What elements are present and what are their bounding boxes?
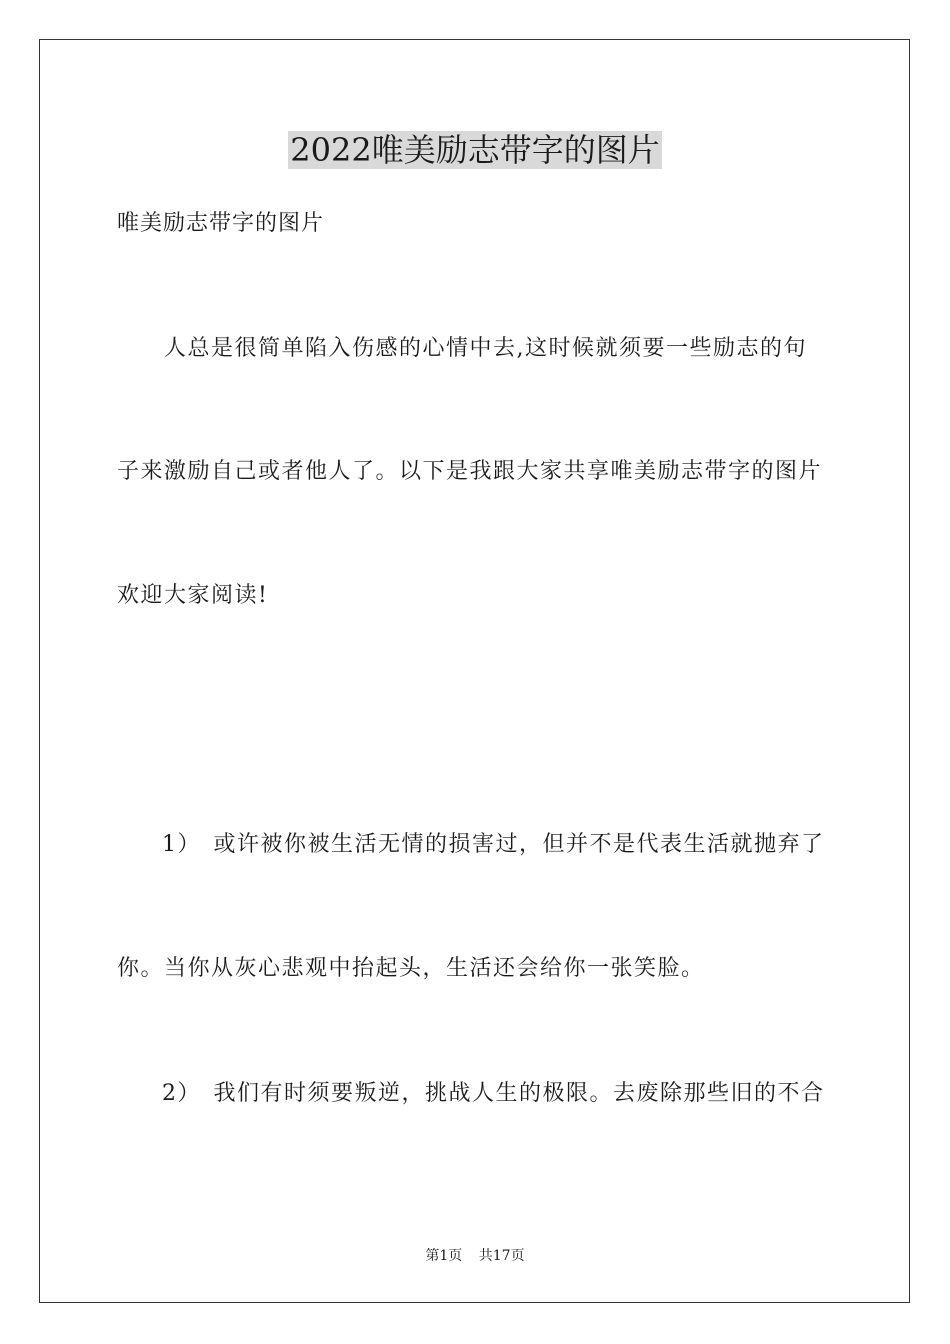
- page-total: 共17页: [478, 1248, 525, 1264]
- document-title: [0, 128, 950, 172]
- item-1-line-1: 1） 或许被你被生活无情的损害过，但并不是代表生活就抛弃了: [162, 832, 825, 857]
- page-number: 第1页: [425, 1248, 463, 1264]
- document-subtitle: 唯美励志带字的图片: [117, 211, 325, 236]
- item-1-line-2: 你。当你从灰心悲观中抬起头，生活还会给你一张笑脸。: [117, 956, 705, 981]
- item-2-line-1: 2） 我们有时须要叛逆，挑战人生的极限。去废除那些旧的不合: [162, 1081, 825, 1106]
- intro-line-2: 子来激励自己或者他人了。以下是我跟大家共享唯美励志带字的图片: [117, 459, 823, 484]
- intro-line-3: 欢迎大家阅读!: [117, 583, 269, 608]
- document-title-text: 2022唯美励志带字的图片: [290, 131, 660, 169]
- intro-line-1: 人总是很简单陷入伤感的心情中去,这时候就须要一些励志的句: [164, 336, 807, 361]
- page-footer: [0, 1246, 950, 1266]
